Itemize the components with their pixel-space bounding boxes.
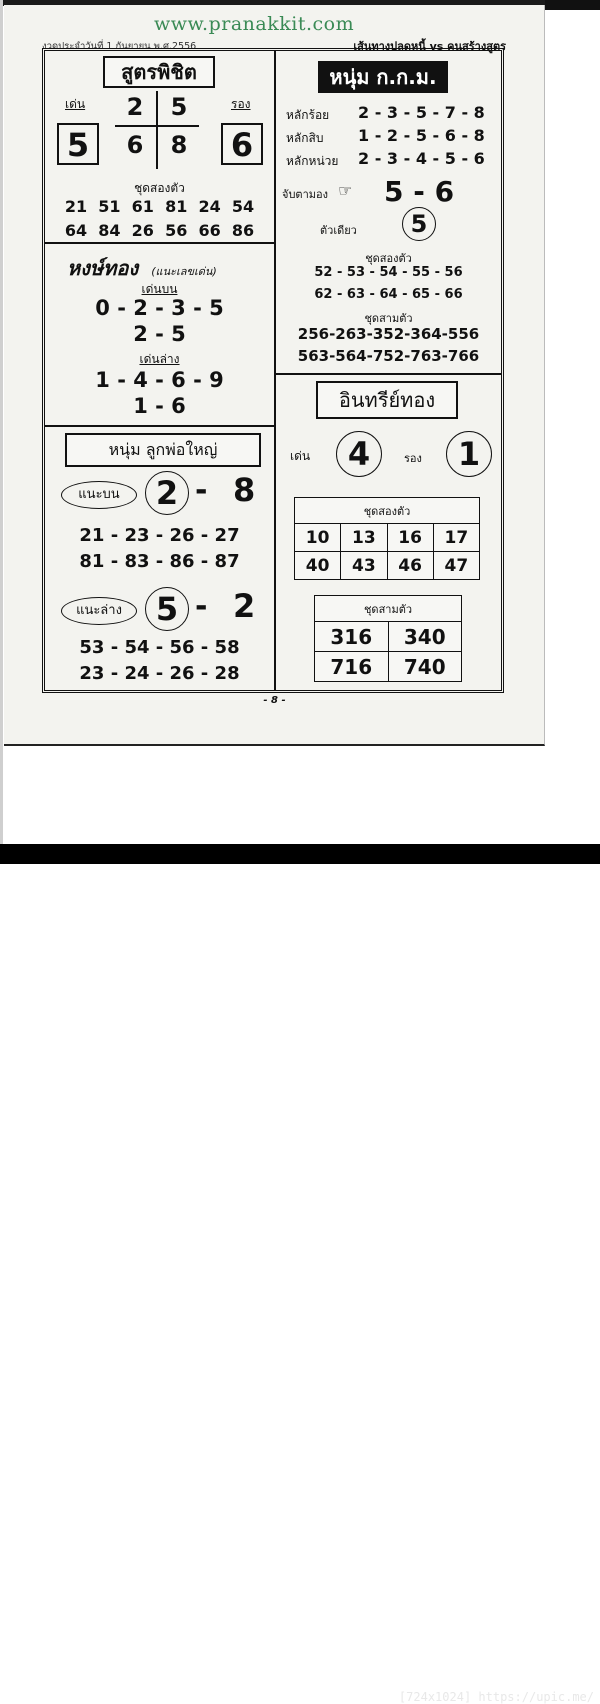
triples-row: 256-263-352-364-556 xyxy=(297,325,480,343)
grid-cell: 5 xyxy=(170,93,188,121)
pairs-row: 62 - 63 - 64 - 65 - 66 xyxy=(314,287,463,302)
watch-value: 5 - 6 xyxy=(384,175,455,208)
second-label: รอง xyxy=(231,97,251,111)
second-circle-number: 1 xyxy=(446,431,492,477)
bottom-oval-label: แนะล่าง xyxy=(61,597,137,625)
pairs-cell: 13 xyxy=(341,524,387,552)
pairs-cell: 46 xyxy=(387,552,433,580)
scan-top-right-edge xyxy=(545,0,600,10)
main-number-box: 5 xyxy=(57,123,99,165)
pairs-label: ชุดสองตัว xyxy=(365,252,412,265)
pairs-cell: 40 xyxy=(295,552,341,580)
digit-row-tens: 1 - 2 - 5 - 6 - 8 xyxy=(358,126,485,145)
top-row: 0 - 2 - 3 - 5 xyxy=(95,296,224,320)
image-host-label: [724x1024] https://upic.me/ xyxy=(398,1690,594,1704)
section-title: สูตรพิชิต xyxy=(103,56,215,88)
pairs-cell: 43 xyxy=(341,552,387,580)
triples-cell: 716 xyxy=(315,652,389,682)
digit-label-units: หลักหน่วย xyxy=(286,154,339,168)
scan-left-edge xyxy=(0,0,3,844)
triples-table xyxy=(314,595,462,682)
triples-label: ชุดสามตัว xyxy=(364,312,413,325)
pairs-cell: 17 xyxy=(433,524,479,552)
section-insee-thong xyxy=(276,375,501,690)
top-oval-label: แนะบน xyxy=(61,481,137,509)
digit-row-units: 2 - 3 - 4 - 5 - 6 xyxy=(358,149,485,168)
digit-label-hundreds: หลักร้อย xyxy=(286,108,330,122)
pairs-row: 52 - 53 - 54 - 55 - 56 xyxy=(314,265,463,280)
pointing-hand-icon: ☞ xyxy=(338,181,353,200)
triples-row: 563-564-752-763-766 xyxy=(297,347,480,365)
section-num-kkm xyxy=(276,51,501,373)
column-title: เส้นทางปลดหนี้ vs คนสร้างสูตร xyxy=(353,40,506,53)
pairs-cell: 47 xyxy=(433,552,479,580)
top-label: เด่นบน xyxy=(141,282,178,296)
section-subtitle: (แนะเลขเด่น) xyxy=(151,265,217,278)
top-second-number: 8 xyxy=(233,471,256,509)
pairs-label: ชุดสองตัว xyxy=(295,498,480,524)
bottom-circle-number: 5 xyxy=(145,587,189,631)
triples-cell: 316 xyxy=(315,622,389,652)
pairs-cell: 10 xyxy=(295,524,341,552)
triples-label: ชุดสามตัว xyxy=(315,596,462,622)
section-title: หนุ่ม ก.ก.ม. xyxy=(318,61,448,93)
cross-grid xyxy=(115,91,199,169)
single-label: ตัวเดียว xyxy=(320,224,357,237)
section-title: หงษ์ทอง xyxy=(67,256,139,280)
bottom-second-number: 2 xyxy=(233,587,256,625)
main-circle-number: 4 xyxy=(336,431,382,477)
second-label: รอง xyxy=(404,452,422,465)
section-title: อินทรีย์ทอง xyxy=(316,381,458,419)
second-number-box: 6 xyxy=(221,123,263,165)
grid-cell: 8 xyxy=(170,131,188,159)
pairs-table xyxy=(294,497,480,580)
top-row: 2 - 5 xyxy=(133,322,186,346)
pairs-row: 21 51 61 81 24 54 xyxy=(64,197,255,216)
watermark: www.pranakkit.com xyxy=(154,13,355,35)
draw-date: งวดประจำวันที่ 1 กันยายน พ.ศ.2556 xyxy=(42,41,197,52)
page-number: - 8 - xyxy=(263,695,286,706)
top-circle-number: 2 xyxy=(145,471,189,515)
pairs-row: 64 84 26 56 66 86 xyxy=(64,221,255,240)
image-info-bar xyxy=(0,844,600,1704)
section-num-luk-pho-yai xyxy=(45,427,274,690)
main-label: เด่น xyxy=(65,97,86,111)
section-hong-thong xyxy=(45,244,274,425)
bottom-row: 1 - 4 - 6 - 9 xyxy=(95,368,224,392)
section-title: หนุ่ม ลูกพ่อใหญ่ xyxy=(65,433,261,467)
digit-label-tens: หลักสิบ xyxy=(286,131,324,145)
digit-row-hundreds: 2 - 3 - 5 - 7 - 8 xyxy=(358,103,485,122)
watch-label: จับตามอง xyxy=(282,188,328,201)
dash: - xyxy=(195,589,208,624)
pairs-cell: 16 xyxy=(387,524,433,552)
top-row: 81 - 83 - 86 - 87 xyxy=(79,551,240,572)
section-sutr-phichit xyxy=(45,51,274,242)
dash: - xyxy=(195,473,208,508)
bottom-label: เด่นล่าง xyxy=(139,352,180,366)
main-frame xyxy=(42,48,504,693)
triples-cell: 740 xyxy=(388,652,462,682)
bottom-row: 53 - 54 - 56 - 58 xyxy=(79,637,240,658)
single-circle-number: 5 xyxy=(402,207,436,241)
magazine-page xyxy=(4,5,545,746)
triples-cell: 340 xyxy=(388,622,462,652)
bottom-row: 23 - 24 - 26 - 28 xyxy=(79,663,240,684)
bottom-row: 1 - 6 xyxy=(133,394,186,418)
top-row: 21 - 23 - 26 - 27 xyxy=(79,525,240,546)
grid-cell: 6 xyxy=(126,131,144,159)
pairs-label: ชุดสองตัว xyxy=(134,181,185,195)
grid-cell: 2 xyxy=(126,93,144,121)
main-label: เด่น xyxy=(290,449,311,463)
